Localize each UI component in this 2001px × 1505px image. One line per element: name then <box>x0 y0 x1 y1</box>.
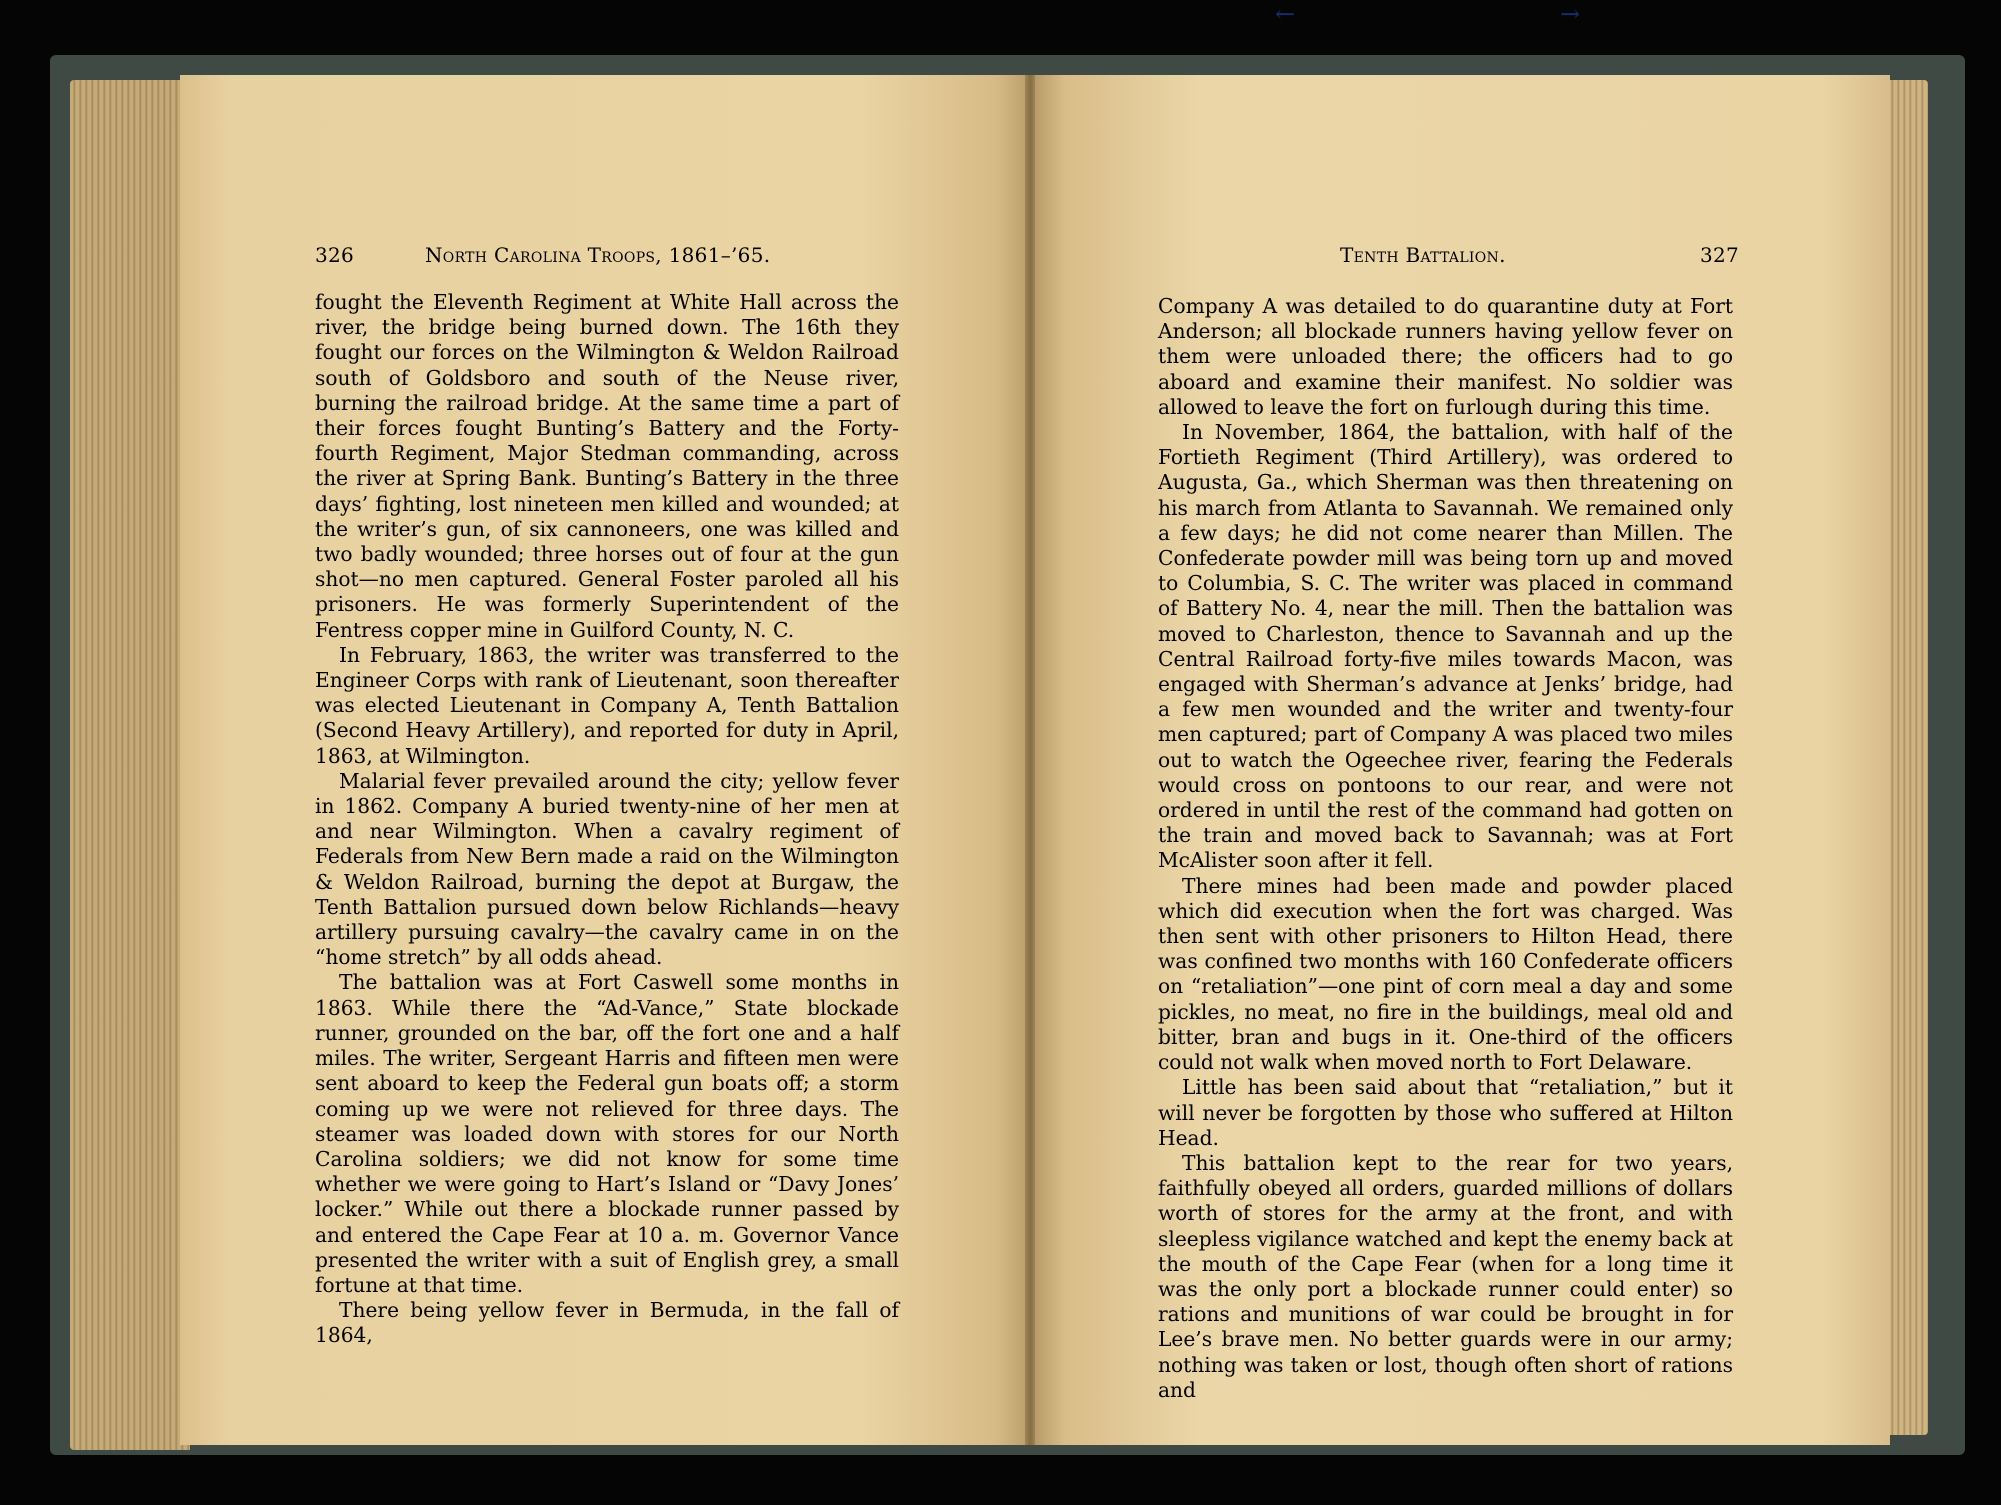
paragraph: Malarial fever prevailed around the city; yellow fever in 1862. Company A buried twenty-nine of her men at and near Wilmington. When a cavalry regiment of Federals from New Bern made a raid on the Wilmington & Weldon Railroad, burning the depot at Burgaw, the Tenth Battalion pursued down below Richlands—heavy artillery pursuing cavalry—the cavalry came in on the “home stretch” by all odds ahead. <box>315 768 899 970</box>
arrow-right-icon: → <box>1560 0 1581 28</box>
left-page-number: 326 <box>315 243 355 267</box>
left-page-body <box>315 290 899 1349</box>
paragraph: Company A was detailed to do quarantine duty at Fort Anderson; all blockade runners having yellow fever on them were unloaded there; the officers had to go aboard and examine their manifest. No soldier was allowed to leave the fort on furlough during this time. <box>1158 294 1733 419</box>
paragraph: There being yellow fever in Bermuda, in the fall of 1864, <box>315 1298 899 1348</box>
paragraph: In November, 1864, the battalion, with half of the Fortieth Regiment (Third Artillery), was ordered to Augusta, Ga., which Sherman was then threatening on his march from Atlanta to Savannah. We remained only a few days; he did not come nearer than Millen. The Confederate powder mill was being torn up and moved to Columbia, S. C. The writer was placed in command of Battery No. 4, near the mill. Then the battalion was moved to Charleston, thence to Savannah and up the Central Railroad forty-five miles towards Macon, was engaged with Sherman’s advance at Jenks’ bridge, had a few men wounded and the writer and twenty-four men captured; part of Company A was placed two miles out to watch the Ogeechee river, fearing the Federals would cross on pontoons to our rear, and were not ordered in until the rest of the command had gotten on the train and moved back to Savannah; was at Fort McAlister soon after it fell. <box>1158 420 1733 873</box>
paragraph: The battalion was at Fort Caswell some months in 1863. While there the “Ad-Vance,” State blockade runner, grounded on the bar, off the fort one and a half miles. The writer, Sergeant Harris and fifteen men were sent aboard to keep the Federal gun boats off; a storm coming up we were not relieved for three days. The steamer was loaded down with stores for our North Carolina soldiers; we did not know for some time whether we were going to Hart’s Island or “Davy Jones’ locker.” While out there a blockade runner passed by and entered the Cape Fear at 10 a. m. Governor Vance presented the writer with a suit of English grey, a small fortune at that time. <box>315 970 899 1297</box>
paragraph: In February, 1863, the writer was transferred to the Engineer Corps with rank of Lieutenant, soon thereafter was elected Lieutenant in Company A, Tenth Battalion (Second Heavy Artillery), and reported for duty in April, 1863, at Wilmington. <box>315 642 899 768</box>
right-page-number: 327 <box>1700 243 1740 267</box>
paragraph: Little has been said about that “retaliation,” but it will never be forgotten by those who suffered at Hilton Head. <box>1158 1075 1733 1150</box>
arrow-left-icon: ← <box>1275 0 1296 28</box>
right-running-head: Tenth Battalion. <box>1340 243 1506 267</box>
left-running-head: North Carolina Troops, 1861–’65. <box>425 243 771 267</box>
left-page-edges <box>70 80 190 1450</box>
paragraph: fought the Eleventh Regiment at White Hall across the river, the bridge being burned down. The 16th they fought our forces on the Wilmington & Weldon Railroad south of Goldsboro and south of the Neuse river, burning the railroad bridge. At the same time a part of their forces fought Bunting’s Battery and the Forty-fourth Regiment, Major Stedman commanding, across the river at Spring Bank. Bunting’s Battery in the three days’ fighting, lost nineteen men killed and wounded; at the writer’s gun, of six cannoneers, one was killed and two badly wounded; three horses out of four at the gun shot—no men captured. General Foster paroled all his prisoners. He was formerly Superintendent of the Fentress copper mine in Guilford County, N. C. <box>315 290 899 642</box>
paragraph: This battalion kept to the rear for two years, faithfully obeyed all orders, guarded millions of dollars worth of stores for the army at the front, and with sleepless vigilance watched and kept the enemy back at the mouth of the Cape Fear (when for a long time it was the only port a blockade runner could enter) so rations and munitions of war could be brought in for Lee’s brave men. No better guards were in our army; nothing was taken or lost, though often short of rations and <box>1158 1150 1734 1402</box>
right-page-body <box>1158 294 1733 1403</box>
book-gutter <box>1025 75 1035 1445</box>
paragraph: There mines had been made and powder placed which did execution when the fort was charged. Was then sent with other prisoners to Hilton Head, there was confined two months with 160 Confederate officers on “retaliation”—one pint of corn meal a day and some pickles, no meat, no fire in the buildings, meal old and bitter, bran and bugs in it. One-third of the officers could not walk when moved north to Fort Delaware. <box>1158 873 1733 1075</box>
